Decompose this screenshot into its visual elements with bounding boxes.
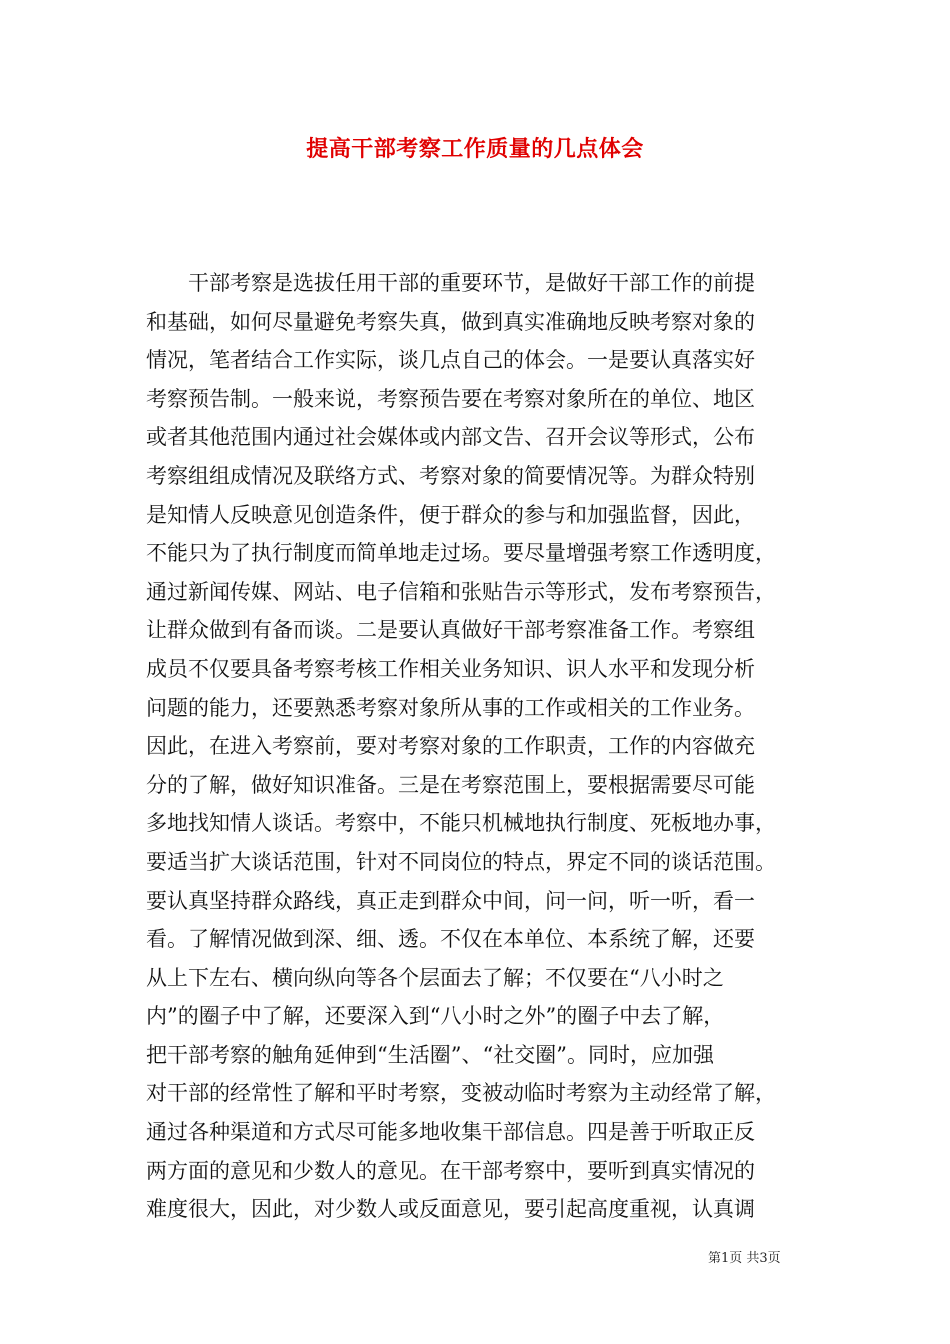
- document-body: [146, 264, 806, 1229]
- body-line: 从上下左右、横向纵向等各个层面去了解；不仅要在“八小时之: [146, 965, 724, 990]
- body-line: 问题的能力，还要熟悉考察对象所从事的工作或相关的工作业务。: [146, 695, 755, 720]
- body-line: 和基础，如何尽量避免考察失真，做到真实准确地反映考察对象的: [146, 309, 755, 334]
- body-line: 通过各种渠道和方式尽可能多地收集干部信息。四是善于听取正反: [146, 1120, 755, 1145]
- body-line: 难度很大，因此，对少数人或反面意见，要引起高度重视，认真调: [146, 1197, 755, 1222]
- body-line: 对干部的经常性了解和平时考察，变被动临时考察为主动经常了解，: [146, 1081, 776, 1106]
- page-number-footer: 第1页 共3页: [708, 1251, 781, 1266]
- body-line: 情况，笔者结合工作实际，谈几点自己的体会。一是要认真落实好: [146, 348, 755, 373]
- body-line: 不能只为了执行制度而简单地走过场。要尽量增强考察工作透明度，: [146, 541, 776, 566]
- body-line: 多地找知情人谈话。考察中，不能只机械地执行制度、死板地办事，: [146, 811, 776, 836]
- body-line: 考察预告制。一般来说，考察预告要在考察对象所在的单位、地区: [146, 386, 755, 411]
- body-line: 是知情人反映意见创造条件，便于群众的参与和加强监督，因此，: [146, 502, 755, 527]
- body-line: 把干部考察的触角延伸到“生活圈”、“社交圈”。同时，应加强: [146, 1042, 714, 1067]
- body-line: 两方面的意见和少数人的意见。在干部考察中，要听到真实情况的: [146, 1158, 755, 1183]
- body-line: 要认真坚持群众路线，真正走到群众中间，问一问，听一听，看一: [146, 888, 755, 913]
- body-line: 要适当扩大谈话范围，针对不同岗位的特点，界定不同的谈话范围。: [146, 849, 776, 874]
- body-line: 干部考察是选拔任用干部的重要环节，是做好干部工作的前提: [188, 271, 755, 295]
- body-line: 成员不仅要具备考察考核工作相关业务知识、识人水平和发现分析: [146, 656, 755, 681]
- body-line: 考察组组成情况及联络方式、考察对象的简要情况等。为群众特别: [146, 463, 755, 488]
- body-line: 内”的圈子中了解，还要深入到“八小时之外”的圈子中去了解，: [146, 1004, 725, 1029]
- body-line: 或者其他范围内通过社会媒体或内部文告、召开会议等形式，公布: [146, 425, 755, 450]
- body-line: 通过新闻传媒、网站、电子信箱和张贴告示等形式，发布考察预告，: [146, 579, 776, 604]
- body-line: 让群众做到有备而谈。二是要认真做好干部考察准备工作。考察组: [146, 618, 755, 643]
- body-line: 看。了解情况做到深、细、透。不仅在本单位、本系统了解，还要: [146, 927, 755, 952]
- body-line: 因此，在进入考察前，要对考察对象的工作职责，工作的内容做充: [146, 734, 755, 759]
- document-title: 提高干部考察工作质量的几点体会: [306, 136, 644, 162]
- body-line: 分的了解，做好知识准备。三是在考察范围上，要根据需要尽可能: [146, 772, 755, 797]
